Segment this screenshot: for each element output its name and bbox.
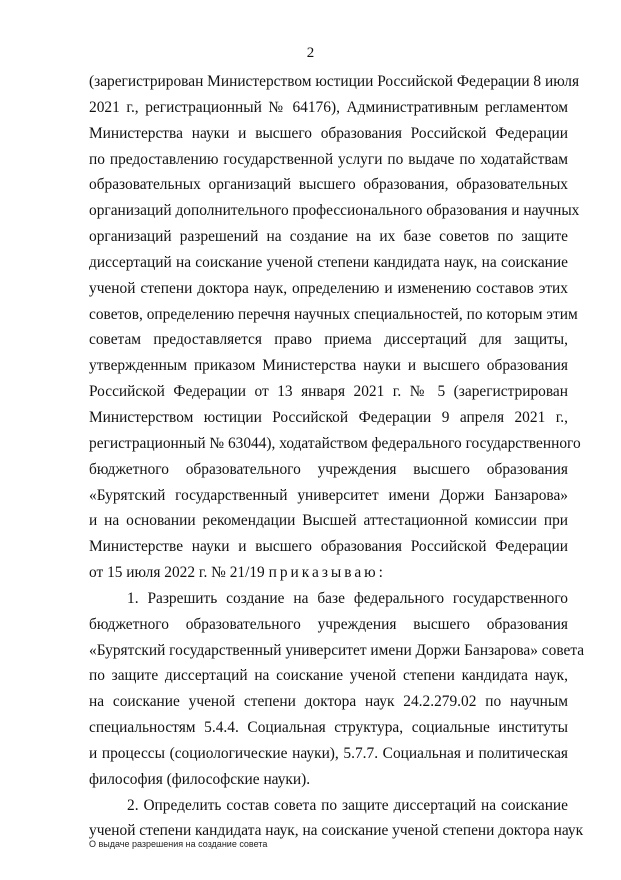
footer-document-title: О выдаче разрешения на создание совета xyxy=(89,839,268,849)
body-line: по предоставлению государственной услуги по выдаче по ходатайствам xyxy=(89,150,568,168)
item-1-line: специальностям 5.4.4. Социальная структура, социальные институты xyxy=(89,719,568,737)
document-body xyxy=(89,69,585,844)
body-line: советов, определению перечня научных специальностей, по которым этим xyxy=(89,305,578,323)
body-line: ученой степени доктора наук, определению и изменению составов этих xyxy=(89,279,568,297)
item-1-line: и процессы (социологические науки), 5.7.7. Социальная и политическая xyxy=(89,744,568,762)
item-1-line: на соискание ученой степени доктора наук 24.2.279.02 по научным xyxy=(89,693,568,711)
page-number: 2 xyxy=(306,45,315,61)
body-line: «Бурятский государственный университет имени Доржи Банзарова» xyxy=(89,486,568,504)
order-date-number: от 15 июля 2022 г. № 21/19 xyxy=(89,564,269,582)
item-1-line: «Бурятский государственный университет имени Доржи Банзарова» совета xyxy=(89,641,585,659)
body-line: Министерства науки и высшего образования Российской Федерации xyxy=(89,124,568,142)
body-line: образовательных организаций высшего образования, образовательных xyxy=(89,176,568,194)
body-line: организаций дополнительного профессионального образования и научных xyxy=(89,202,580,220)
item-2-line: ученой степени кандидата наук, на соискание ученой степени доктора наук xyxy=(89,822,584,840)
body-line: утвержденным приказом Министерства науки и высшего образования xyxy=(89,357,568,375)
body-line: Министерстве науки и высшего образования Российской Федерации xyxy=(89,538,568,556)
item-1-line: философия (философские науки). xyxy=(89,770,311,788)
body-line: бюджетного образовательного учреждения высшего образования xyxy=(89,460,568,478)
order-keyword: приказываю: xyxy=(268,564,386,582)
item-1-line: по защите диссертаций на соискание ученой степени кандидата наук, xyxy=(89,667,568,685)
body-line: и на основании рекомендации Высшей аттестационной комиссии при xyxy=(89,512,568,530)
item-1-line: 1. Разрешить создание на базе федерального государственного xyxy=(127,589,568,607)
body-line: диссертаций на соискание ученой степени кандидата наук, на соискание xyxy=(89,253,568,271)
body-line: регистрационный № 63044), ходатайством федерального государственного xyxy=(89,434,581,452)
order-line xyxy=(89,560,568,586)
item-1-line: бюджетного образовательного учреждения высшего образования xyxy=(89,615,568,633)
body-line: советам предоставляется право приема диссертаций для защиты, xyxy=(89,331,568,349)
item-2-line: 2. Определить состав совета по защите диссертаций на соискание xyxy=(127,796,568,814)
body-line: (зарегистрирован Министерством юстиции Российской Федерации 8 июля xyxy=(89,73,580,90)
body-line: 2021 г., регистрационный № 64176), Административным регламентом xyxy=(89,98,568,116)
body-line: организаций разрешений на создание на их базе советов по защите xyxy=(89,228,568,246)
body-line: Министерством юстиции Российской Федерации 9 апреля 2021 г., xyxy=(89,408,568,426)
body-line: Российской Федерации от 13 января 2021 г. № 5 (зарегистрирован xyxy=(89,383,568,401)
